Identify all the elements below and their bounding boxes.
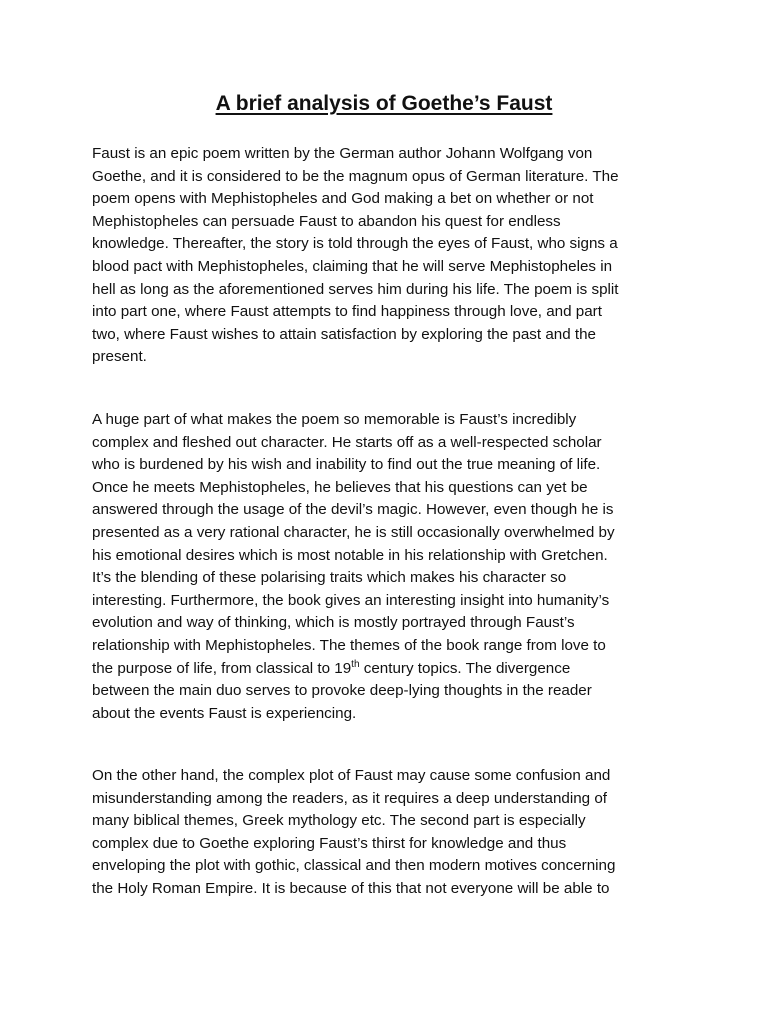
paragraph-line: knowledge. Thereafter, the story is told through the eyes of Faust, who signs a [92,235,618,253]
paragraph-line: hell as long as the aforementioned serves him during his life. The poem is split [92,280,619,298]
paragraph-line: about the events Faust is experiencing. [92,704,357,722]
paragraph-line: many biblical themes, Greek mythology etc. The second part is especially [92,812,586,830]
paragraph-line: Once he meets Mephistopheles, he believes that his questions can yet be [92,478,588,496]
paragraph-line: into part one, where Faust attempts to find happiness through love, and part [92,303,602,321]
paragraph-3 [92,765,677,901]
paragraph-1 [92,143,677,369]
paragraph-2 [92,409,677,725]
paragraph-line: A huge part of what makes the poem so memorable is Faust’s incredibly [92,411,577,428]
paragraph-line: evolution and way of thinking, which is mostly portrayed through Faust’s [92,614,575,632]
paragraph-line: answered through the usage of the devil’s magic. However, even though he is [92,501,614,519]
paragraph-line: two, where Faust wishes to attain satisfaction by exploring the past and the [92,325,596,343]
paragraph-line: Faust is an epic poem written by the German author Johann Wolfgang von [92,145,593,162]
paragraph-line: the Holy Roman Empire. It is because of this that not everyone will be able to [92,879,610,897]
line-text-before-superscript: the purpose of life, from classical to 19 [92,659,352,677]
paragraph-line: complex due to Goethe exploring Faust’s thirst for knowledge and thus [92,834,567,852]
document-title: A brief analysis of Goethe’s Faust [215,92,553,115]
paragraph-line: relationship with Mephistopheles. The themes of the book range from love to [92,636,606,654]
paragraph-line: Mephistopheles can persuade Faust to abandon his quest for endless [92,212,561,230]
paragraph-line: It’s the blending of these polarising traits which makes his character so [92,569,567,587]
paragraph-line: present. [92,348,147,366]
paragraph-line: his emotional desires which is most notable in his relationship with Gretchen. [92,546,608,564]
line-text-after-superscript: century topics. The divergence [359,659,571,677]
paragraph-line: misunderstanding among the readers, as it requires a deep understanding of [92,789,608,807]
paragraph-line: poem opens with Mephistopheles and God making a bet on whether or not [92,190,594,208]
paragraph-line [92,658,677,681]
paragraph-line: Goethe, and it is considered to be the magnum opus of German literature. The [92,167,619,185]
paragraph-line: enveloping the plot with gothic, classical and then modern motives concerning [92,857,616,875]
paragraph-line: On the other hand, the complex plot of Faust may cause some confusion and [92,767,611,784]
paragraph-line: presented as a very rational character, he is still occasionally overwhelmed by [92,523,615,541]
superscript-ordinal: th [351,658,360,670]
paragraph-line: interesting. Furthermore, the book gives an interesting insight into humanity’s [92,591,610,609]
paragraph-line: blood pact with Mephistopheles, claiming that he will serve Mephistopheles in [92,257,613,275]
paragraph-line: between the main duo serves to provoke deep-lying thoughts in the reader [92,682,592,700]
paragraph-line: complex and fleshed out character. He starts off as a well-respected scholar [92,433,602,451]
paragraph-line: who is burdened by his wish and inability to find out the true meaning of life. [92,456,601,474]
